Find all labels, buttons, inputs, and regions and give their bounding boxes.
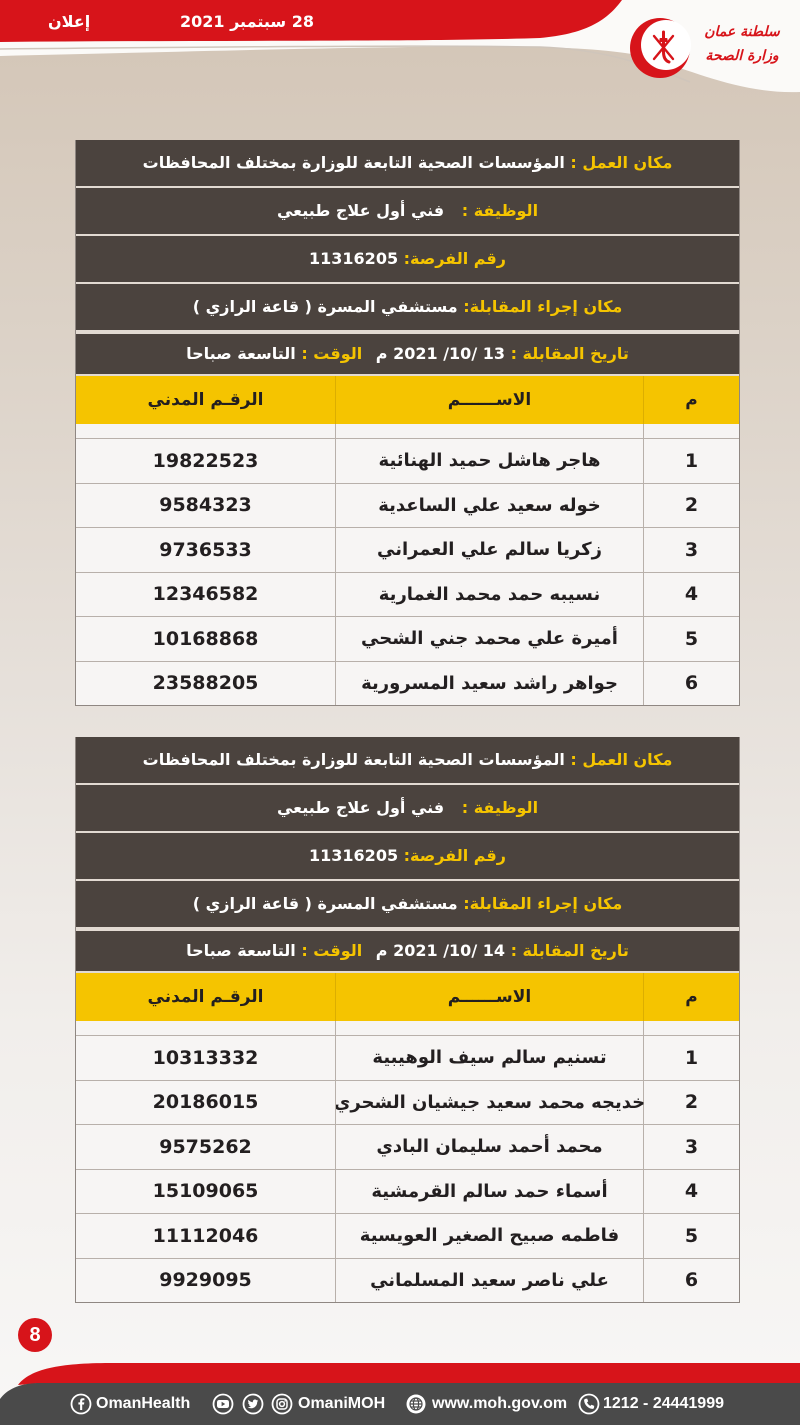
opportunity-label: رقم الفرصة: <box>403 846 506 865</box>
time-value: التاسعة صباحا <box>186 344 296 363</box>
candidate-name: تسنيم سالم سيف الوهيبية <box>336 1036 644 1080</box>
table-row <box>76 1124 739 1169</box>
workplace-row <box>76 737 739 785</box>
phone-icon <box>578 1393 600 1415</box>
job-label: الوظيفة : <box>461 201 539 220</box>
instagram-icon <box>271 1393 293 1415</box>
row-number: 1 <box>684 1046 699 1069</box>
table-row <box>76 616 739 661</box>
date-label: تاريخ المقابلة : <box>510 941 629 960</box>
civil-id: 11112046 <box>76 1214 336 1258</box>
opportunity-number: 11316205 <box>309 846 399 865</box>
candidate-name: خوله سعيد علي الساعدية <box>336 484 644 528</box>
candidate-name: جواهر راشد سعيد المسرورية <box>336 662 644 706</box>
job-value: فني أول علاج طبيعي <box>276 798 445 817</box>
table-row <box>76 1213 739 1258</box>
issue-date: 28 سبتمبر 2021 <box>180 12 314 31</box>
interview-date-line <box>186 344 629 364</box>
candidate-name: فاطمه صبيح الصغير العويسية <box>336 1214 644 1258</box>
date-label: تاريخ المقابلة : <box>510 344 629 363</box>
job-row <box>76 188 739 236</box>
time-label: الوقت : <box>301 941 363 960</box>
venue-row <box>76 881 739 931</box>
civil-id: 20186015 <box>76 1081 336 1125</box>
table-row <box>76 1258 739 1303</box>
row-number: 3 <box>684 1135 699 1158</box>
table-row <box>76 1169 739 1214</box>
candidate-name: نسيبه حمد محمد الغمارية <box>336 573 644 617</box>
job-line <box>277 201 538 221</box>
footer-banner <box>0 1355 800 1425</box>
workplace-line <box>143 153 673 173</box>
date-value: 13 /10/ 2021 م <box>375 344 505 363</box>
table-header-row <box>76 376 739 424</box>
logo-wordmark-line1: سلطنة عمان <box>704 24 780 40</box>
candidate-name: خديجه محمد سعيد جيشيان الشحري <box>336 1081 644 1125</box>
candidate-name: علي ناصر سعيد المسلماني <box>336 1259 644 1303</box>
interview-date-row <box>76 931 739 973</box>
civil-id: 10313332 <box>76 1036 336 1080</box>
workplace-label: مكان العمل : <box>570 750 673 769</box>
civil-id: 9929095 <box>76 1259 336 1303</box>
spacer-cell <box>644 1021 739 1035</box>
time-label: الوقت : <box>301 344 363 363</box>
social-handle: OmaniMOH <box>298 1395 386 1412</box>
opportunity-line <box>309 846 506 866</box>
venue-value: مستشفي المسرة ( قاعة الرازي ) <box>192 894 458 913</box>
civil-id: 12346582 <box>76 573 336 617</box>
workplace-line <box>143 750 673 770</box>
row-number: 4 <box>684 583 699 606</box>
table-row <box>76 438 739 483</box>
table-body <box>76 438 739 705</box>
spacer-cell <box>644 424 739 438</box>
opportunity-label: رقم الفرصة: <box>403 249 506 268</box>
civil-id: 15109065 <box>76 1170 336 1214</box>
time-value: التاسعة صباحا <box>186 941 296 960</box>
announcement-label: إعلان <box>48 12 91 31</box>
table-row <box>76 1035 739 1080</box>
row-number: 6 <box>684 1269 699 1292</box>
job-line <box>277 798 538 818</box>
table-row <box>76 1080 739 1125</box>
candidate-name: زكريا سالم علي العمراني <box>336 528 644 572</box>
workplace-value: المؤسسات الصحية التابعة للوزارة بمختلف المحافظات <box>142 153 565 172</box>
footer-red-stripe <box>18 1363 800 1385</box>
table-row <box>76 483 739 528</box>
spacer-cell <box>76 1021 336 1035</box>
workplace-row <box>76 140 739 188</box>
interview-date-row <box>76 334 739 376</box>
ministry-logo <box>628 14 692 80</box>
workplace-value: المؤسسات الصحية التابعة للوزارة بمختلف المحافظات <box>142 750 565 769</box>
civil-id: 9575262 <box>76 1125 336 1169</box>
logo-emblem-hilt <box>660 38 668 42</box>
interview-table-1 <box>75 140 740 706</box>
interview-date-line <box>186 941 629 961</box>
column-header-civil-id: الرقـم المدني <box>76 973 336 1021</box>
youtube-icon <box>212 1393 234 1415</box>
table-header-row <box>76 973 739 1021</box>
column-header-name: الاســــــم <box>336 376 644 424</box>
civil-id: 9584323 <box>76 484 336 528</box>
candidate-name: محمد أحمد سليمان البادي <box>336 1125 644 1169</box>
civil-id: 19822523 <box>76 439 336 483</box>
row-number: 1 <box>684 449 699 472</box>
venue-label: مكان إجراء المقابلة: <box>463 297 623 316</box>
venue-line <box>193 297 623 317</box>
logo-wordmark-line2: وزارة الصحة <box>705 48 779 64</box>
candidate-name: أسماء حمد سالم القرمشية <box>336 1170 644 1214</box>
candidate-name: هاجر هاشل حميد الهنائية <box>336 439 644 483</box>
row-number: 6 <box>684 672 699 695</box>
table-row <box>76 527 739 572</box>
civil-id: 10168868 <box>76 617 336 661</box>
spacer-cell <box>76 424 336 438</box>
spacer-cell <box>336 424 644 438</box>
opportunity-number: 11316205 <box>309 249 399 268</box>
twitter-icon <box>242 1393 264 1415</box>
civil-id: 9736533 <box>76 528 336 572</box>
candidate-name: أميرة علي محمد جني الشحي <box>336 617 644 661</box>
row-number: 5 <box>684 627 699 650</box>
column-header-number: م <box>685 390 698 410</box>
column-header-civil-id: الرقـم المدني <box>76 376 336 424</box>
website-url: www.moh.gov.om <box>432 1395 568 1412</box>
interview-table-2 <box>75 737 740 1303</box>
globe-icon <box>405 1393 427 1415</box>
column-header-number: م <box>685 987 698 1007</box>
table-row <box>76 572 739 617</box>
logo-wordmark <box>690 20 794 68</box>
job-value: فني أول علاج طبيعي <box>276 201 445 220</box>
civil-id: 23588205 <box>76 662 336 706</box>
workplace-label: مكان العمل : <box>570 153 673 172</box>
row-number: 5 <box>684 1224 699 1247</box>
row-number: 2 <box>684 494 699 517</box>
job-row <box>76 785 739 833</box>
opportunity-line <box>309 249 506 269</box>
column-header-name: الاســــــم <box>336 973 644 1021</box>
venue-label: مكان إجراء المقابلة: <box>463 894 623 913</box>
page-number: 8 <box>18 1318 52 1352</box>
venue-line <box>193 894 623 914</box>
row-number: 2 <box>684 1091 699 1114</box>
table-spacer <box>76 1021 739 1035</box>
facebook-handle: OmanHealth <box>96 1395 191 1412</box>
facebook-icon <box>70 1393 92 1415</box>
date-value: 14 /10/ 2021 م <box>375 941 505 960</box>
job-label: الوظيفة : <box>461 798 539 817</box>
row-number: 3 <box>684 538 699 561</box>
venue-value: مستشفي المسرة ( قاعة الرازي ) <box>192 297 458 316</box>
row-number: 4 <box>684 1180 699 1203</box>
spacer-cell <box>336 1021 644 1035</box>
table-body <box>76 1035 739 1302</box>
table-spacer <box>76 424 739 438</box>
phone-number: 1212 - 24441999 <box>603 1395 724 1412</box>
table-row <box>76 661 739 706</box>
opportunity-row <box>76 236 739 284</box>
opportunity-row <box>76 833 739 881</box>
venue-row <box>76 284 739 334</box>
